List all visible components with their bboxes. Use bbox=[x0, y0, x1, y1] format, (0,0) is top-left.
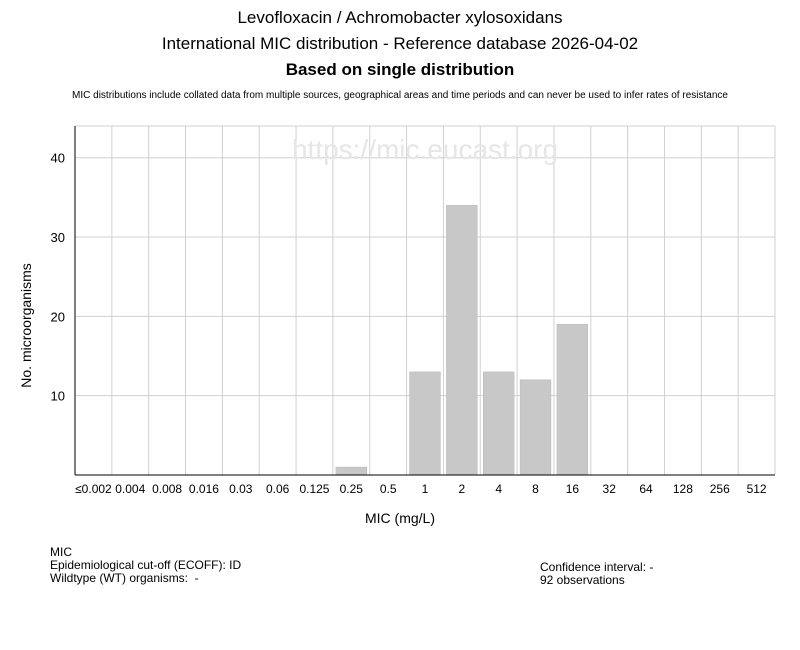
x-tick-label: 0.008 bbox=[152, 482, 183, 496]
y-tick-label: 20 bbox=[50, 309, 65, 325]
mic-label: MIC bbox=[50, 545, 72, 559]
disclaimer-text: MIC distributions include collated data from multiple sources, geographical areas and time periods and can never be used to infer rates of resistance bbox=[72, 90, 728, 101]
x-tick-label: 4 bbox=[495, 482, 503, 496]
x-tick-label: 8 bbox=[532, 482, 539, 496]
ecoff-text: Epidemiological cut-off (ECOFF): ID bbox=[50, 558, 242, 572]
x-axis-title: MIC (mg/L) bbox=[365, 510, 435, 526]
y-tick-label: 40 bbox=[50, 150, 65, 166]
x-tick-label: 128 bbox=[672, 482, 693, 496]
x-tick-label: 0.5 bbox=[379, 482, 397, 496]
chart-subtitle-distribution: Based on single distribution bbox=[285, 60, 515, 79]
bar-8 bbox=[520, 380, 551, 475]
info-panel-right bbox=[540, 561, 653, 587]
chart-subtitle-database: International MIC distribution - Reference database 2026-04-02 bbox=[161, 34, 639, 53]
x-tick-label: 0.25 bbox=[339, 482, 363, 496]
bar-1 bbox=[410, 372, 441, 475]
watermark-text: https://mic.eucast.org bbox=[291, 134, 559, 165]
y-tick-label: 10 bbox=[50, 388, 65, 404]
x-tick-label: 512 bbox=[746, 482, 767, 496]
bar-0.25 bbox=[336, 467, 367, 475]
x-tick-label: 32 bbox=[602, 482, 616, 496]
bar-2 bbox=[446, 205, 477, 475]
y-axis-title: No. microorganisms bbox=[18, 263, 34, 388]
x-tick-label: 16 bbox=[565, 482, 580, 496]
x-tick-label: 0.03 bbox=[229, 482, 253, 496]
x-tick-label: 0.125 bbox=[299, 482, 330, 496]
x-tick-label: ≤0.002 bbox=[75, 482, 112, 496]
x-tick-label: 2 bbox=[458, 482, 466, 496]
confidence-interval-text: Confidence interval: - bbox=[540, 560, 654, 574]
x-tick-label: 0.004 bbox=[115, 482, 146, 496]
bar-4 bbox=[483, 372, 514, 475]
wildtype-text: Wildtype (WT) organisms: - bbox=[50, 571, 199, 585]
x-tick-label: 64 bbox=[639, 482, 653, 496]
bar-16 bbox=[557, 324, 588, 475]
observations-text: 92 observations bbox=[540, 573, 625, 587]
x-tick-label: 0.06 bbox=[265, 482, 290, 496]
y-tick-label: 30 bbox=[50, 230, 65, 246]
x-tick-label: 1 bbox=[421, 482, 429, 496]
x-tick-label: 256 bbox=[709, 482, 730, 496]
info-panel-left bbox=[50, 546, 241, 585]
chart-title: Levofloxacin / Achromobacter xylosoxidans bbox=[237, 8, 563, 27]
x-tick-label: 0.016 bbox=[188, 482, 219, 496]
